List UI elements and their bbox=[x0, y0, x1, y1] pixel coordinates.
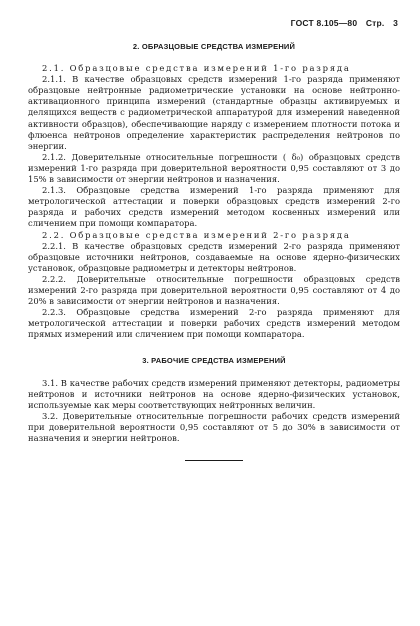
section-2-title: 2. ОБРАЗЦОВЫЕ СРЕДСТВА ИЗМЕРЕНИЙ bbox=[132, 42, 296, 51]
paragraph-2-1-2: 2.1.2. Доверительные относительные погрешности ( δ₀) образцовых средств измерений 1-го разряда при доверительной вероятности 0,95 составляют от 3 до 15% в зависимости от энергии нейтронов и назначения. bbox=[28, 151, 400, 185]
paragraph-2-1-3: 2.1.3. Образцовые средства измерений 1-го разряда применяют для метрологической аттестации и поверки образцовых средств измерений 2-го разряда и рабочих средств измерений методом косвенных измерений или сличением при помощи компаратора. bbox=[28, 185, 400, 229]
end-rule bbox=[185, 460, 243, 461]
page-header bbox=[285, 18, 398, 28]
paragraph-2-1-1: 2.1.1. В качестве образцовых средств измерений 1-го разряда применяют образцовые нейтронные радиометрические установки на основе нейтронно-активационного принципа измерений (стандартные образцы активируемых и делящихся веществ с радиометрической аппаратурой для измерений наведенной активности образцов), обеспечивающие наряду с измерением плотности потока и флюенса нейтронов определение характеристик распределения нейтронов по энергии. bbox=[28, 74, 400, 151]
paragraph-2-2-1: 2.2.1. В качестве образцовых средств измерений 2-го разряда применяют образцовые источники нейтронов, создаваемые на основе ядерно-физических установок, образцовые радиометры и детекторы нейтронов. bbox=[28, 240, 400, 273]
paragraph-2-2-3: 2.2.3. Образцовые средства измерений 2-го разряда применяют для метрологической аттестации и поверки рабочих средств измерений методом прямых измерений или сличением при помощи компаратора. bbox=[28, 307, 400, 340]
paragraph-3-2: 3.2. Доверительные относительные погрешности рабочих средств измерений при доверительной вероятности 0,95 составляют от 5 до 30% в зависимости от назначения и энергии нейтронов. bbox=[28, 410, 400, 443]
page-number: 3 bbox=[393, 18, 398, 28]
document-body bbox=[28, 38, 400, 461]
page-label: Стр. bbox=[365, 18, 385, 28]
paragraph-2-2: 2.2. Образцовые средства измерений 2-го разряда bbox=[42, 229, 351, 240]
paragraph-3-1: 3.1. В качестве рабочих средств измерений применяют детекторы, радиометры нейтронов и источники нейтронов на основе ядерно-физических установок, используемые как меры соответствующих нейтронных величин. bbox=[28, 377, 400, 410]
section-gap bbox=[28, 340, 400, 352]
section-3-title: 3. РАБОЧИЕ СРЕДСТВА ИЗМЕРЕНИЙ bbox=[142, 356, 286, 366]
paragraph-2-2-2: 2.2.2. Доверительные относительные погрешности образцовых средств измерений 2-го разряда при доверительной вероятности 0,95 составляют от 4 до 20% в зависимости от энергии нейтронов и назначения. bbox=[28, 273, 400, 307]
standard-number: ГОСТ 8.105—80 bbox=[290, 18, 358, 28]
paragraph-2-1: 2.1. Образцовые средства измерений 1-го разряда bbox=[42, 63, 351, 74]
